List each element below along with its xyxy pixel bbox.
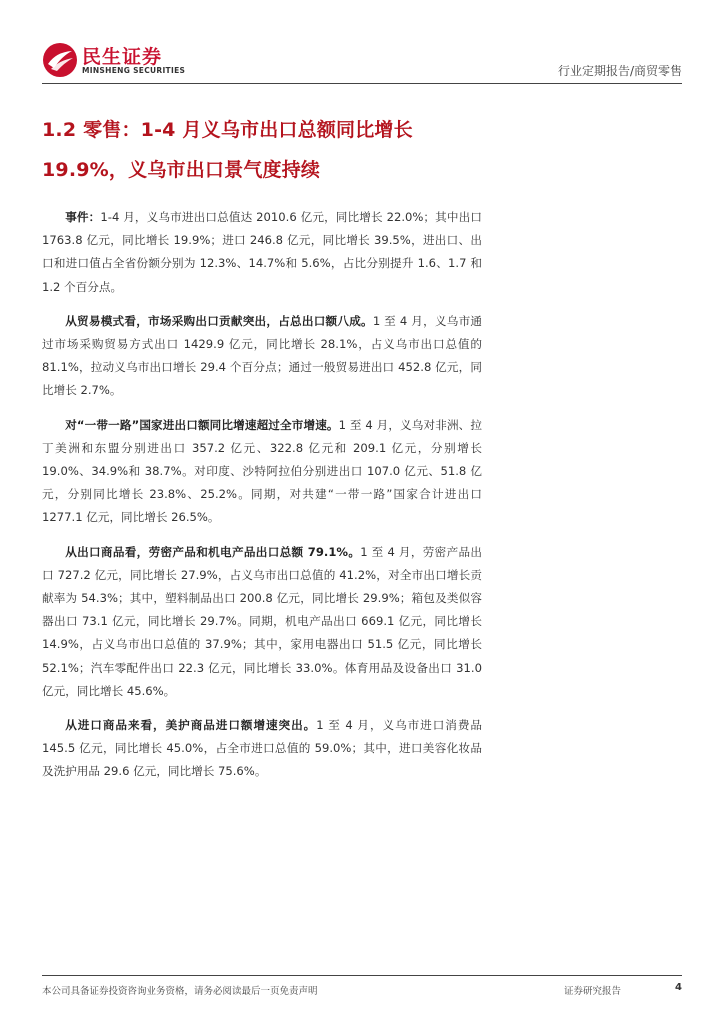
paragraph-export-goods <box>42 541 482 703</box>
footer-divider <box>42 975 682 976</box>
page-header <box>0 0 724 90</box>
paragraph-body: 1-4 月，义乌市进出口总值达 2010.6 亿元，同比增长 22.0%；其中出口 1763.8 亿元，同比增长 19.9%；进口 246.8 亿元，同比增长 39.5%，进出口、出口和进口值占全省份额分别为 12.3%、14.7%和 5.6%，占比分别提升 1.6、1.7 和 1.2 个百分点。 <box>42 210 482 294</box>
paragraph-body: 1 至 4 月，义乌市通过市场采购贸易方式出口 1429.9 亿元，同比增长 28.1%，占义乌市出口总值的 81.1%，拉动义乌市出口增长 29.4 个百分点；通过一般贸易进出口 452.8 亿元，同比增长 2.7%。 <box>42 313 482 398</box>
paragraph-body: 1 至 4 月，义乌对非洲、拉丁美洲和东盟分别进出口 357.2 亿元、322.8 亿元和 209.1 亿元，分别增长 19.0%、34.9%和 38.7%。对印度、沙特阿拉伯分别进出口 107.0 亿元、51.8 亿元，分别同比增长 23.8%、25.2%。同期，对共建“一带一路”国家合计进出口 1277.1 亿元，同比增长 26.5%。 <box>42 417 483 525</box>
paragraph-lead: 对“一带一路”国家进出口额同比增速超过全市增速。 <box>65 417 339 432</box>
paragraph-event <box>42 206 482 299</box>
page-number: 4 <box>675 982 682 993</box>
minsheng-logo-icon <box>42 42 78 78</box>
paragraph-lead: 从贸易模式看，市场采购出口贡献突出，占总出口额八成。 <box>65 313 373 328</box>
footer-disclaimer: 本公司具备证券投资咨询业务资格，请务必阅读最后一页免责声明 <box>42 986 318 997</box>
paragraph-lead: 事件： <box>65 210 101 224</box>
report-category: 行业定期报告/商贸零售 <box>557 64 682 78</box>
section-title: 1.2 零售：1-4 月义乌市出口总额同比增长 19.9%，义乌市出口景气度持续 <box>42 119 413 181</box>
paragraph-lead: 从进口商品来看，美护商品进口额增速突出。 <box>65 718 317 733</box>
main-content <box>42 110 482 795</box>
paragraph-import-goods <box>42 714 482 784</box>
brand-name-en: MINSHENG SECURITIES <box>82 66 186 75</box>
paragraph-belt-road <box>42 414 482 530</box>
paragraph-lead: 从出口商品看，劳密产品和机电产品出口总额 79.1%。 <box>65 544 361 559</box>
footer-report-type: 证券研究报告 <box>564 986 622 997</box>
paragraph-trade-mode <box>42 310 482 403</box>
paragraph-body: 1 至 4 月，义乌市进口消费品 145.5 亿元，同比增长 45.0%，占全市进口总值的 59.0%；其中，进口美容化妆品及洗护用品 29.6 亿元，同比增长 75.6%。 <box>42 718 482 779</box>
header-divider <box>42 83 682 84</box>
brand-name-cn: 民生证券 <box>82 46 163 68</box>
brand-logo <box>42 42 186 78</box>
paragraph-body: 1 至 4 月，劳密产品出口 727.2 亿元，同比增长 27.9%，占义乌市出口总值的 41.2%，对全市出口增长贡献率为 54.3%；其中，塑料制品出口 200.8 亿元，同比增长 29.9%；箱包及类似容器出口 73.1 亿元，同比增长 29.7%。同期，机电产品出口 669.1 亿元，同比增长 14.9%，占义乌市出口总值的 37.9%；其中，家用电器出口 51.5 亿元，同比增长 52.1%；汽车零配件出口 22.3 亿元，同比增长 33.0%。体育用品及设备出口 31.0 亿元，同比增长 45.6%。 <box>42 544 482 698</box>
